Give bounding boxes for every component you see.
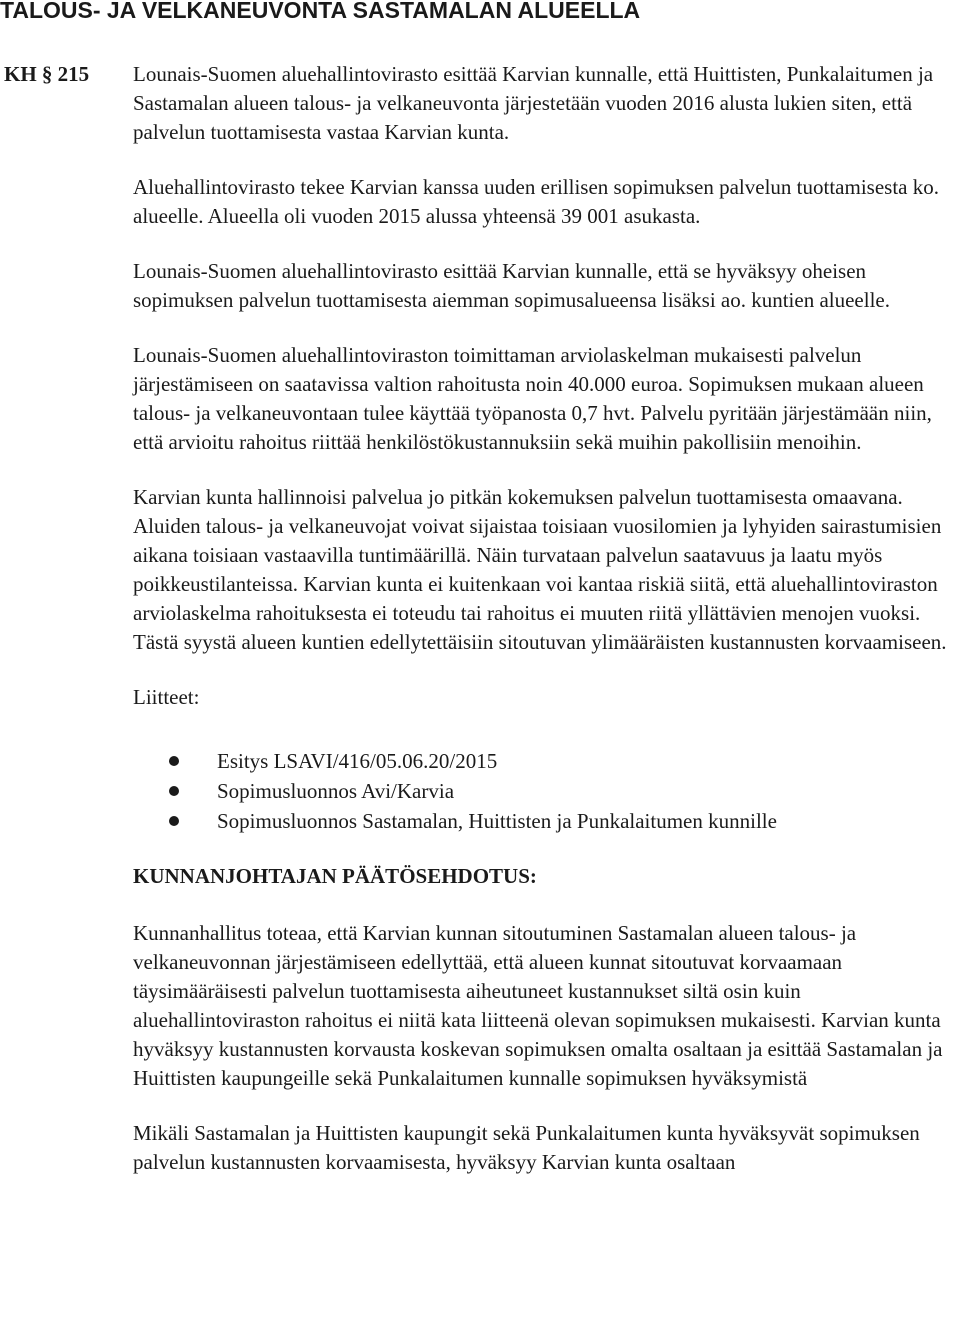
attachment-text: Esitys LSAVI/416/05.06.20/2015 — [217, 749, 498, 773]
attachment-text: Sopimusluonnos Sastamalan, Huittisten ja Punkalaitumen kunnille — [217, 809, 777, 833]
attachment-text: Sopimusluonnos Avi/Karvia — [217, 779, 455, 803]
document-body — [133, 60, 960, 1203]
attachments-list — [133, 746, 960, 836]
proposal-heading: KUNNANJOHTAJAN PÄÄTÖSEHDOTUS: — [133, 864, 537, 888]
paragraph-1: Lounais-Suomen aluehallintovirasto esittää Karvian kunnalle, että Huittisten, Punkalaitumen ja Sastamalan alueen talous- ja velkaneuvonta järjestetään vuoden 2016 alusta lukien siten, että palvelun tuottamisesta vastaa Karvian kunta. — [133, 62, 934, 144]
bullet-icon — [169, 756, 179, 766]
attachment-item — [133, 746, 960, 776]
proposal-paragraph-2: Mikäli Sastamalan ja Huittisten kaupungit sekä Punkalaitumen kunta hyväksyvät sopimuksen palvelun kustannusten korvaamisesta, hyväksyy Karvian kunta osaltaan — [133, 1121, 920, 1174]
section-reference: KH § 215 — [4, 62, 90, 86]
attachment-item — [133, 776, 960, 806]
paragraph-5: Karvian kunta hallinnoisi palvelua jo pitkän kokemuksen palvelun tuottamisesta omaavana. Aluiden talous- ja velkaneuvojat voivat sijaistaa toisiaan vuosilomien ja lyhyiden sairastumisien aikana toisiaan vastaavilla tuntimäärillä. Näin turvataan palvelun saatavuus ja laatu myös poikkeustilanteissa. Karvian kunta ei kuitenkaan voi kantaa riskiä siitä, että aluehallintoviraston arviolaskelma rahoituksesta ei toteudu tai rahoitus ei muuten riitä yllättävien menojen vuoksi. Tästä syystä alueen kuntien edellytettäisiin sitoutuvan ylimääräisten kustannusten korvaamiseen. — [133, 485, 947, 654]
bullet-icon — [169, 786, 179, 796]
paragraph-3: Lounais-Suomen aluehallintovirasto esittää Karvian kunnalle, että se hyväksyy oheisen sopimuksen palvelun tuottamisesta aiemman sopimusalueensa lisäksi ao. kuntien alueelle. — [133, 259, 890, 312]
proposal-paragraph-1: Kunnanhallitus toteaa, että Karvian kunnan sitoutuminen Sastamalan alueen talous- ja velkaneuvonnan järjestämiseen edellyttää, että alueen kunnat sitoutuvat korvaamaan täysimääräisesti palvelun tuottamisesta aiheutuneet kustannukset siltä osin kuin aluehallintoviraston rahoitus ei niitä kata liitteenä olevan sopimuksen mukaisesti. Karvian kunta hyväksyy kustannusten korvausta koskevan sopimuksen omalta osaltaan ja esittää Sastamalan ja Huittisten kaupungeille sekä Punkalaitumen kunnalle sopimuksen hyväksymistä — [133, 921, 943, 1090]
bullet-icon — [169, 816, 179, 826]
paragraph-2: Aluehallintovirasto tekee Karvian kanssa uuden erillisen sopimuksen palvelun tuottamisesta ko. alueelle. Alueella oli vuoden 2015 alussa yhteensä 39 001 asukasta. — [133, 175, 939, 228]
paragraph-4: Lounais-Suomen aluehallintoviraston toimittaman arviolaskelman mukaisesti palvelun järjestämiseen on saatavissa valtion rahoitusta noin 40.000 euroa. Sopimuksen mukaan alueen talous- ja velkaneuvontaan tulee käyttää työpanosta 0,7 hvt. Palvelu pyritään järjestämään niin, että arvioitu rahoitus riittää henkilöstökustannuksiin sekä muihin pakollisiin menoihin. — [133, 343, 932, 454]
page-title: TALOUS- JA VELKANEUVONTA SASTAMALAN ALUEELLA — [0, 0, 641, 23]
attachment-item — [133, 806, 960, 836]
attachments-label: Liitteet: — [133, 685, 200, 709]
